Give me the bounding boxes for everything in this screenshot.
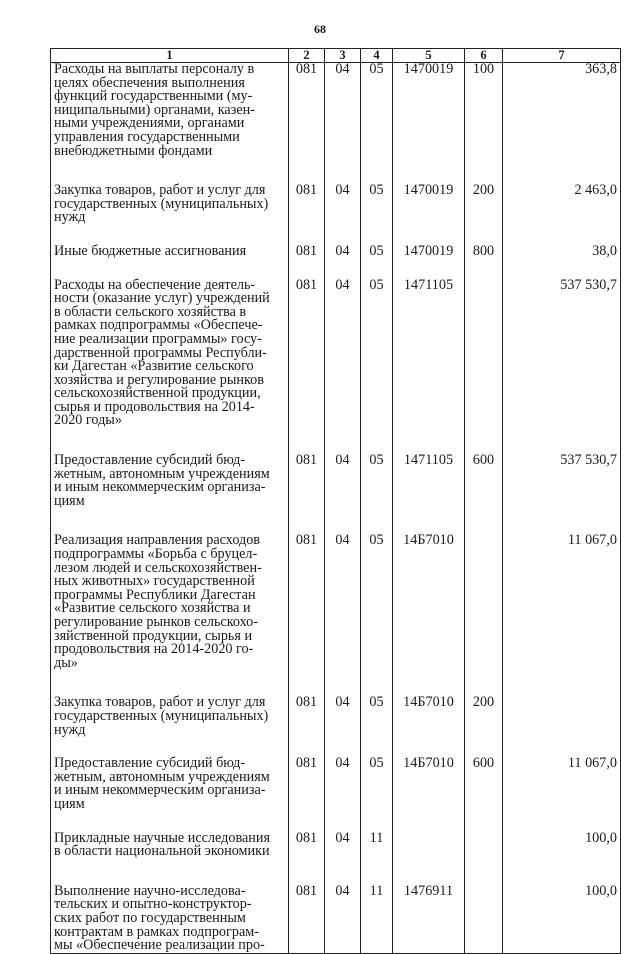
table-row: [51, 534, 621, 670]
spacer-cell: [361, 225, 393, 245]
cell-amount: 363,8: [503, 63, 621, 159]
description-line: государственных (муниципальных): [54, 195, 269, 212]
spacer-cell: [361, 737, 393, 757]
description-line: в области сельского хозяйства в: [54, 303, 247, 320]
description-line: жетным, автономным учреждениям: [54, 465, 270, 482]
row-description: [51, 184, 289, 225]
spacer-cell: [393, 508, 465, 534]
description-line: ных животных» государственной: [54, 573, 255, 590]
cell-amount: 11 067,0: [503, 757, 621, 811]
cell-section: 04: [325, 832, 361, 859]
description-line: и иным некоммерческим организа-: [54, 479, 266, 496]
description-line: ности (оказание услуг) учреждений: [54, 290, 270, 307]
row-spacer: [51, 670, 621, 696]
description-line: в области национальной экономики: [54, 843, 270, 860]
spacer-cell: [465, 859, 503, 885]
cell-target-article: 1470019: [393, 245, 465, 259]
page-number: 68: [314, 22, 326, 36]
spacer-cell: [503, 859, 621, 885]
description-line: функций государственными (му-: [54, 88, 253, 105]
spacer-cell: [465, 812, 503, 832]
cell-section: 04: [325, 184, 361, 225]
row-spacer: [51, 225, 621, 245]
description-line: регулирование рынков сельскохо-: [54, 614, 259, 630]
description-line: нужд: [54, 209, 86, 226]
cell-target-article: 14Б7010: [393, 757, 465, 811]
row-spacer: [51, 812, 621, 832]
spacer-cell: [361, 428, 393, 454]
description-line: государственных (муниципальных): [54, 707, 269, 724]
spacer-cell: [289, 737, 325, 757]
row-spacer: [51, 737, 621, 757]
table-row: [51, 245, 621, 259]
row-description: [51, 882, 289, 954]
cell-admin-code: 081: [289, 757, 325, 811]
header-col-5: 5: [393, 49, 465, 63]
header-col-7: 7: [503, 49, 621, 63]
row-spacer: [51, 259, 621, 279]
cell-target-article: [393, 832, 465, 859]
description-line: внебюджетными фондами: [54, 142, 213, 159]
row-description: [51, 276, 289, 429]
table-row: [51, 279, 621, 429]
table-row: [51, 184, 621, 225]
cell-section: 04: [325, 63, 361, 159]
description-line: 2020 годы»: [54, 412, 122, 429]
spacer-cell: [361, 670, 393, 696]
spacer-cell: [393, 158, 465, 184]
cell-admin-code: 081: [289, 454, 325, 508]
cell-admin-code: 081: [289, 885, 325, 953]
cell-admin-code: 081: [289, 184, 325, 225]
spacer-cell: [325, 259, 361, 279]
spacer-cell: [289, 158, 325, 184]
cell-amount: 100,0: [503, 885, 621, 953]
description-line: Предоставление субсидий бюд-: [54, 755, 246, 772]
description-line: и иным некоммерческим организа-: [54, 782, 266, 799]
cell-subsection: 05: [361, 534, 393, 670]
cell-admin-code: 081: [289, 245, 325, 259]
cell-admin-code: 081: [289, 696, 325, 737]
spacer-cell: [393, 259, 465, 279]
header-col-3: 3: [325, 49, 361, 63]
spacer-cell: [289, 225, 325, 245]
spacer-cell: [325, 737, 361, 757]
cell-target-article: 1471105: [393, 279, 465, 429]
cell-expense-type: [465, 832, 503, 859]
row-description: [51, 534, 289, 670]
cell-amount: 100,0: [503, 832, 621, 859]
cell-amount: 537 530,7: [503, 454, 621, 508]
cell-amount: 537 530,7: [503, 279, 621, 429]
row-spacer: [51, 428, 621, 454]
cell-target-article: 1470019: [393, 184, 465, 225]
spacer-cell: [465, 670, 503, 696]
spacer-cell: [465, 428, 503, 454]
cell-amount: [503, 696, 621, 737]
description-line: ниципальными) органами, казен-: [54, 101, 255, 118]
table-row: [51, 696, 621, 737]
spacer-cell: [393, 859, 465, 885]
description-line: программы Республики Дагестан: [54, 586, 256, 603]
description-line: «Развитие сельского хозяйства и: [54, 600, 251, 617]
cell-subsection: 05: [361, 184, 393, 225]
spacer-cell: [51, 158, 289, 184]
description-line: циям: [54, 795, 85, 812]
spacer-cell: [465, 737, 503, 757]
description-line: ными учреждениями, органами: [54, 115, 245, 132]
cell-target-article: 1471105: [393, 454, 465, 508]
spacer-cell: [325, 859, 361, 885]
spacer-cell: [503, 737, 621, 757]
spacer-cell: [361, 508, 393, 534]
cell-section: 04: [325, 534, 361, 670]
cell-subsection: 05: [361, 279, 393, 429]
cell-target-article: 1470019: [393, 63, 465, 159]
spacer-cell: [289, 812, 325, 832]
spacer-cell: [325, 812, 361, 832]
description-line: ских работ по государственным: [54, 909, 246, 926]
spacer-cell: [465, 259, 503, 279]
spacer-cell: [51, 859, 289, 885]
cell-expense-type: 600: [465, 757, 503, 811]
row-spacer: [51, 158, 621, 184]
description-line: Закупка товаров, работ и услуг для: [54, 182, 266, 199]
spacer-cell: [361, 158, 393, 184]
description-line: жетным, автономным учреждениям: [54, 768, 270, 785]
spacer-cell: [51, 737, 289, 757]
cell-subsection: 11: [361, 832, 393, 859]
spacer-cell: [465, 158, 503, 184]
header-col-4: 4: [361, 49, 393, 63]
spacer-cell: [51, 259, 289, 279]
cell-expense-type: 200: [465, 696, 503, 737]
description-line: подпрограммы «Борьба с бруцел-: [54, 546, 258, 563]
description-line: циям: [54, 492, 85, 509]
cell-target-article: 14Б7010: [393, 534, 465, 670]
row-spacer: [51, 508, 621, 534]
description-line: мы «Обеспечение реализации про-: [54, 937, 265, 954]
row-description: [51, 454, 289, 508]
spacer-cell: [361, 259, 393, 279]
spacer-cell: [289, 508, 325, 534]
budget-table: [50, 48, 621, 954]
description-line: тельских и опытно-конструктор-: [54, 896, 252, 913]
spacer-cell: [289, 259, 325, 279]
description-line: целях обеспечения выполнения: [54, 74, 245, 91]
row-spacer: [51, 859, 621, 885]
description-line: Выполнение научно-исследова-: [54, 882, 246, 899]
table-row: [51, 885, 621, 953]
spacer-cell: [503, 225, 621, 245]
cell-subsection: 05: [361, 696, 393, 737]
spacer-cell: [465, 225, 503, 245]
cell-expense-type: [465, 279, 503, 429]
cell-subsection: 05: [361, 757, 393, 811]
spacer-cell: [393, 670, 465, 696]
table-body: [51, 63, 621, 954]
description-line: ки Дагестан «Развитие сельского: [54, 358, 254, 375]
description-line: Закупка товаров, работ и услуг для: [54, 694, 266, 711]
cell-expense-type: 800: [465, 245, 503, 259]
spacer-cell: [503, 812, 621, 832]
spacer-cell: [289, 428, 325, 454]
row-description: [51, 242, 289, 259]
cell-section: 04: [325, 454, 361, 508]
cell-expense-type: 600: [465, 454, 503, 508]
cell-subsection: 11: [361, 885, 393, 953]
table-row: [51, 832, 621, 859]
description-line: хозяйства и регулирование рынков: [54, 371, 264, 388]
cell-admin-code: 081: [289, 63, 325, 159]
header-col-1: 1: [51, 49, 289, 63]
cell-expense-type: [465, 534, 503, 670]
cell-admin-code: 081: [289, 832, 325, 859]
table-row: [51, 454, 621, 508]
cell-section: 04: [325, 885, 361, 953]
description-line: ние реализации программы» госу-: [54, 330, 262, 347]
cell-amount: 38,0: [503, 245, 621, 259]
row-description: [51, 63, 289, 159]
spacer-cell: [503, 428, 621, 454]
cell-section: 04: [325, 245, 361, 259]
spacer-cell: [289, 859, 325, 885]
description-line: Реализация направления расходов: [54, 532, 261, 549]
cell-expense-type: 100: [465, 63, 503, 159]
cell-amount: 2 463,0: [503, 184, 621, 225]
spacer-cell: [393, 225, 465, 245]
spacer-cell: [503, 158, 621, 184]
spacer-cell: [393, 812, 465, 832]
cell-target-article: 14Б7010: [393, 696, 465, 737]
description-line: Расходы на обеспечение деятель-: [54, 276, 256, 293]
cell-admin-code: 081: [289, 534, 325, 670]
description-line: Иные бюджетные ассигнования: [54, 242, 247, 259]
cell-expense-type: [465, 885, 503, 953]
spacer-cell: [51, 428, 289, 454]
cell-amount: 11 067,0: [503, 534, 621, 670]
spacer-cell: [325, 508, 361, 534]
description-line: контрактам в рамках подпрограм-: [54, 923, 259, 940]
spacer-cell: [503, 670, 621, 696]
row-description: [51, 757, 289, 811]
spacer-cell: [465, 508, 503, 534]
spacer-cell: [361, 859, 393, 885]
description-line: Расходы на выплаты персоналу в: [54, 61, 255, 77]
spacer-cell: [325, 670, 361, 696]
cell-section: 04: [325, 279, 361, 429]
cell-section: 04: [325, 696, 361, 737]
description-line: дарственной программы Республи-: [54, 344, 267, 361]
description-line: Прикладные научные исследования: [54, 829, 270, 846]
spacer-cell: [325, 158, 361, 184]
description-line: рамках подпрограммы «Обеспече-: [54, 317, 263, 334]
description-line: нужд: [54, 721, 86, 738]
description-line: сельскохозяйственной продукции,: [54, 385, 261, 402]
cell-subsection: 05: [361, 63, 393, 159]
header-col-2: 2: [289, 49, 325, 63]
row-description: [51, 829, 289, 860]
cell-subsection: 05: [361, 245, 393, 259]
table-row: [51, 757, 621, 811]
description-line: лезом людей и сельскохозяйствен-: [54, 559, 262, 576]
header-col-6: 6: [465, 49, 503, 63]
spacer-cell: [51, 508, 289, 534]
description-line: зяйственной продукции, сырья и: [54, 627, 253, 644]
cell-target-article: 1476911: [393, 885, 465, 953]
cell-expense-type: 200: [465, 184, 503, 225]
spacer-cell: [51, 225, 289, 245]
spacer-cell: [325, 428, 361, 454]
table-row: [51, 63, 621, 159]
cell-section: 04: [325, 757, 361, 811]
spacer-cell: [393, 737, 465, 757]
description-line: управления государственными: [54, 128, 240, 145]
spacer-cell: [51, 670, 289, 696]
spacer-cell: [51, 812, 289, 832]
description-line: ды»: [54, 654, 78, 671]
row-description: [51, 696, 289, 737]
cell-subsection: 05: [361, 454, 393, 508]
spacer-cell: [289, 670, 325, 696]
cell-admin-code: 081: [289, 279, 325, 429]
description-line: сырья и продовольствия на 2014-: [54, 398, 255, 415]
description-line: Предоставление субсидий бюд-: [54, 452, 246, 469]
spacer-cell: [325, 225, 361, 245]
spacer-cell: [503, 508, 621, 534]
description-line: продовольствия на 2014-2020 го-: [54, 641, 254, 658]
spacer-cell: [503, 259, 621, 279]
spacer-cell: [361, 812, 393, 832]
spacer-cell: [393, 428, 465, 454]
